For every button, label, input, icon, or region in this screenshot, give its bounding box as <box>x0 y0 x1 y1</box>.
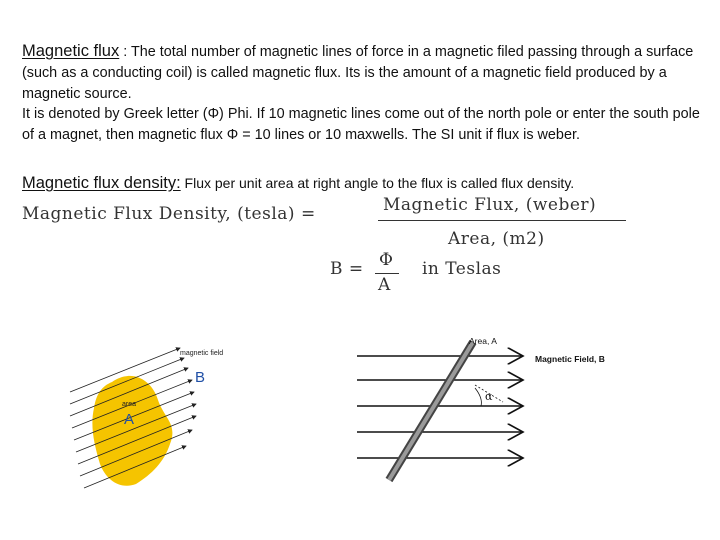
magnetic-flux-definition: : The total number of magnetic lines of force in a magnetic filed passing through a surface (such as a conducting coil) is called magnetic flux. Its is the amount of a magnetic field produced by a magnetic source. <box>22 44 694 102</box>
flux-density-definition: Flux per unit area at right angle to the flux is called flux density. <box>180 175 575 191</box>
flux-density-paragraph <box>22 174 712 193</box>
formula2-denominator: A <box>378 275 391 295</box>
angle-label: α <box>485 390 493 403</box>
area-label: area <box>122 401 137 408</box>
flux-area-figure <box>60 340 240 500</box>
field-angle-figure <box>345 330 635 500</box>
formula2-numerator: Φ <box>379 250 394 270</box>
angle-arc <box>475 388 481 406</box>
area-label-right: Area, A <box>469 336 497 346</box>
flux-density-heading: Magnetic flux density: <box>22 174 181 192</box>
formula1-numerator: Magnetic Flux, (weber) <box>383 195 597 215</box>
b-label: B <box>195 369 206 386</box>
formula1-lhs: Magnetic Flux Density, (tesla) = <box>22 204 316 224</box>
area-plane-highlight <box>389 342 473 480</box>
formula2-unit: in Teslas <box>422 259 502 279</box>
field-label: magnetic field <box>180 350 224 357</box>
magnetic-flux-paragraph <box>22 41 702 105</box>
formula2-lhs: B = <box>330 259 364 279</box>
flux-notation-paragraph: It is denoted by Greek letter (Φ) Phi. If 10 magnetic lines come out of the north pole or enter the south pole of a magnet, then magnetic flux Φ = 10 lines or 10 maxwells. The SI unit if flux is weber. <box>22 106 700 143</box>
formula1-denominator: Area, (m2) <box>448 229 545 249</box>
formula1-fraction-bar <box>378 220 626 221</box>
field-label-right: Magnetic Field, B <box>535 354 605 364</box>
magnetic-flux-heading: Magnetic flux <box>22 42 120 60</box>
field-arrows <box>357 356 523 458</box>
formula2-fraction-bar <box>375 273 399 274</box>
a-label: A <box>124 411 135 428</box>
